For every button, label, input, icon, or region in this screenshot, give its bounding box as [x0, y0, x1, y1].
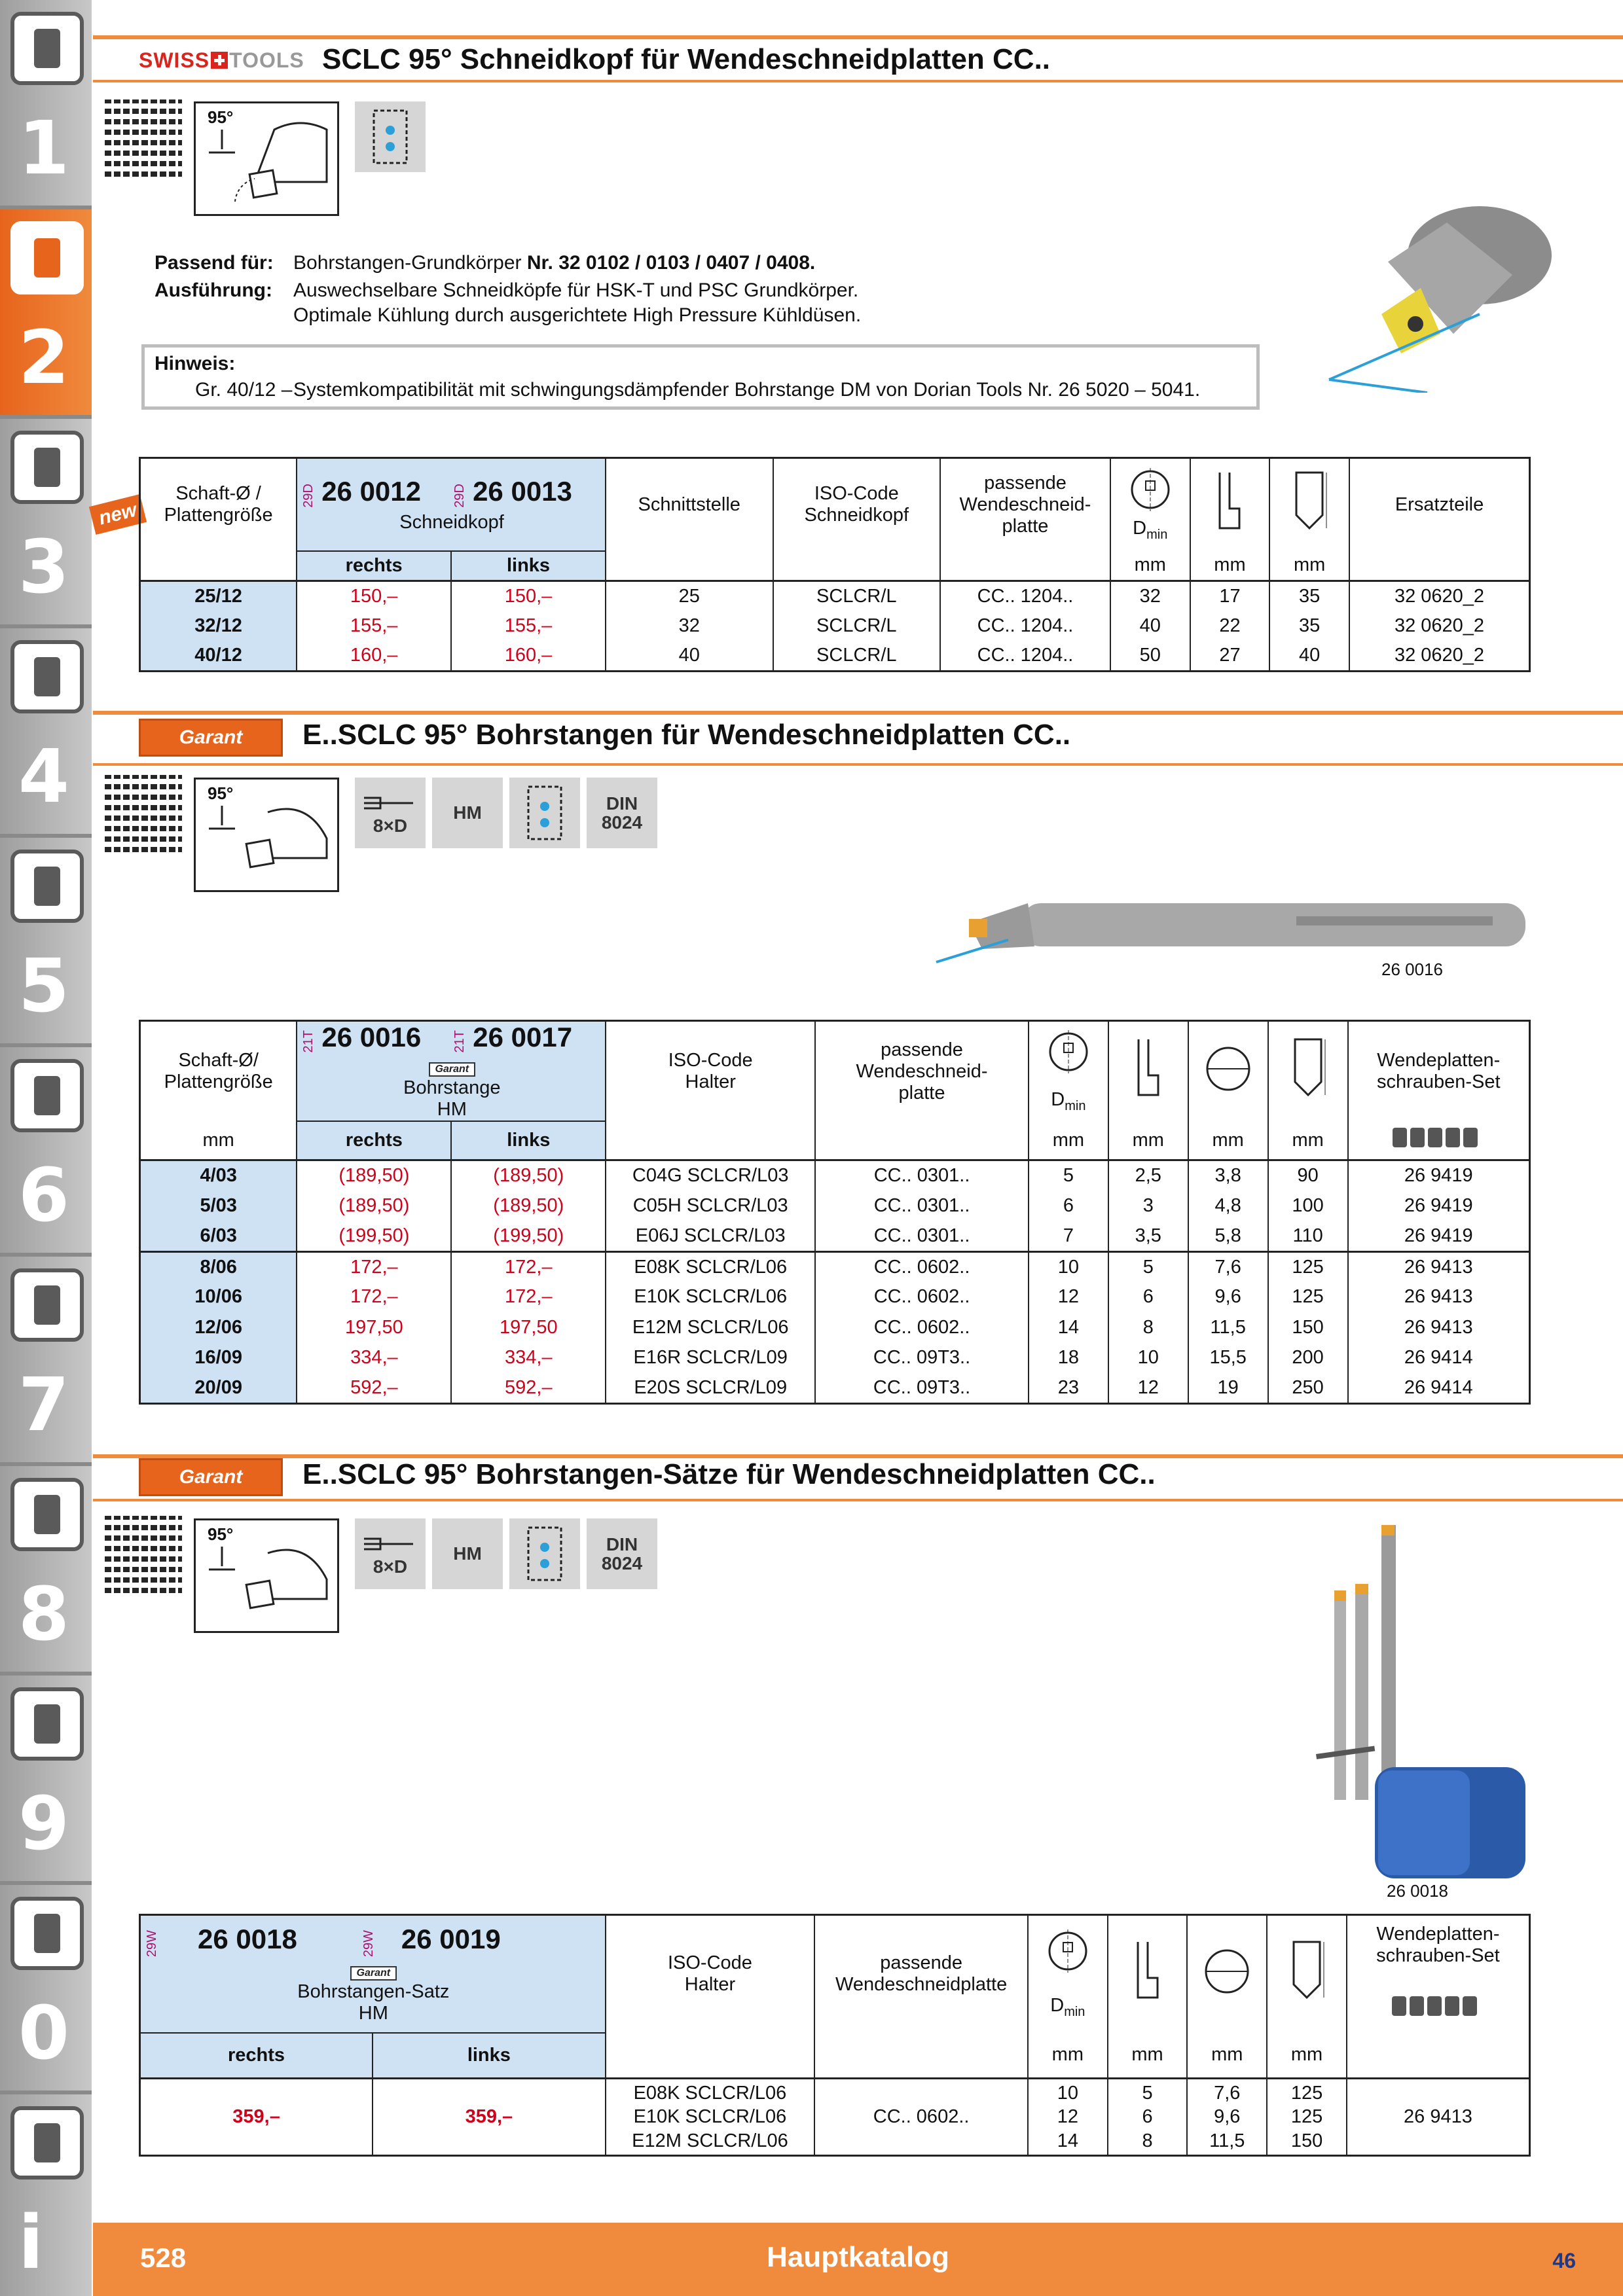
- cell-set: 26 9419: [1348, 1191, 1530, 1221]
- offset-symbol-icon: [1108, 1021, 1188, 1122]
- cell-a: 2,5: [1108, 1160, 1188, 1191]
- cell-set: 26 9419: [1348, 1160, 1530, 1191]
- section-divider: [93, 711, 1623, 715]
- cell-iso: C05H SCLCR/L03: [606, 1191, 815, 1221]
- boring-bar-set-photo: [1316, 1518, 1539, 1885]
- cell-b: 125: [1268, 1251, 1348, 1282]
- hint-text: Systemkompatibilität mit schwingungsdämpfender Bohrstange DM von Dorian Tools Nr. 26 5020 – 5041.: [293, 379, 1201, 401]
- chapter-tab-0[interactable]: [0, 1885, 92, 2094]
- cell-a: 22: [1190, 611, 1270, 641]
- chapter-number: 1: [18, 106, 69, 191]
- angle-diagram: [194, 1518, 339, 1633]
- cell-iso: E06J SCLCR/L03: [606, 1221, 815, 1252]
- cell-iso: E08K SCLCR/L06: [606, 1251, 815, 1282]
- cell-b: 125: [1268, 1282, 1348, 1313]
- cell-size: 32/12: [140, 611, 297, 641]
- diameter-symbol-icon: [1187, 1915, 1267, 2033]
- cell-c: 9,6: [1188, 1282, 1268, 1313]
- cell-b: 250: [1268, 1373, 1348, 1404]
- chapter-number: i: [18, 2200, 44, 2286]
- cell-iso: SCLCR/L: [773, 581, 941, 611]
- hm-carbide-icon: HM: [432, 778, 503, 848]
- length-symbol-icon: [1267, 1915, 1347, 2033]
- section-title: E..SCLC 95° Bohrstangen-Sätze für Wendeschneidplatten CC..: [302, 1458, 1156, 1490]
- table-row: [140, 1160, 1530, 1191]
- cell-size: 8/06: [140, 1251, 297, 1282]
- chapter-tab-5[interactable]: [0, 838, 92, 1047]
- drill-icon: [10, 12, 84, 85]
- cell-ersatz: 32 0620_2: [1349, 641, 1529, 672]
- chapter-number: 0: [18, 1991, 69, 2076]
- cell-c: 11,5: [1188, 1312, 1268, 1343]
- cell-iso: SCLCR/L: [773, 641, 941, 672]
- garant-mini-logo: Garant: [429, 1062, 476, 1077]
- cell-r: 334,–: [297, 1343, 451, 1374]
- cell-a: 12: [1108, 1373, 1188, 1404]
- cell-platte: CC.. 1204..: [940, 581, 1110, 611]
- din-8024-icon: DIN 8024: [587, 778, 657, 848]
- cell-schnitt: 25: [606, 581, 773, 611]
- din-8024-icon: DIN 8024: [587, 1518, 657, 1589]
- chapter-tab-3[interactable]: [0, 419, 92, 628]
- cell-platte: CC.. 09T3..: [815, 1373, 1029, 1404]
- boring-bar-photo: [930, 897, 1532, 969]
- swisstools-logo: SWISS TOOLS: [139, 48, 304, 72]
- angle-label: 95°: [208, 107, 234, 127]
- chapter-tab-2[interactable]: [0, 209, 92, 419]
- cell-c: 15,5: [1188, 1343, 1268, 1374]
- cell-platte: CC.. 0602..: [815, 1282, 1029, 1313]
- cell-d: 7: [1029, 1221, 1108, 1252]
- cell-platte: CC.. 0301..: [815, 1160, 1029, 1191]
- cell-d: 12: [1029, 1282, 1108, 1313]
- cell-a: 5: [1108, 1251, 1188, 1282]
- cell-d: 50: [1110, 641, 1190, 672]
- cell-r: (189,50): [297, 1191, 451, 1221]
- cell-a: 6: [1108, 1282, 1188, 1313]
- cell-b: 35: [1269, 611, 1349, 641]
- cell-iso: C04G SCLCR/L03: [606, 1160, 815, 1191]
- cell-r: 197,50: [297, 1312, 451, 1343]
- cell-platte: CC.. 0602..: [815, 1251, 1029, 1282]
- cell-r: (189,50): [297, 1160, 451, 1191]
- cell-size: 12/06: [140, 1312, 297, 1343]
- cell-size: 40/12: [140, 641, 297, 672]
- info-icon: [10, 2106, 84, 2179]
- garant-mini-logo: Garant: [350, 1966, 397, 1981]
- catalog-title: Hauptkatalog: [767, 2241, 949, 2273]
- chapter-number: 9: [18, 1782, 69, 1867]
- chapter-number: 8: [18, 1572, 69, 1657]
- qr-code-icon[interactable]: [105, 99, 182, 177]
- cell-d: 18: [1029, 1343, 1108, 1374]
- section-divider: [93, 80, 1623, 82]
- garant-logo: Garant: [139, 1458, 283, 1496]
- pliers-icon: [10, 1268, 84, 1342]
- cell-set: 26 9413: [1348, 1251, 1530, 1282]
- cell-c: 5,8: [1188, 1221, 1268, 1252]
- diameter-symbol-icon: [1188, 1021, 1268, 1122]
- cell-b: 100: [1268, 1191, 1348, 1221]
- chapter-number: 4: [18, 734, 69, 819]
- chapter-number: 5: [18, 944, 69, 1029]
- cell-d: 10: [1029, 1251, 1108, 1282]
- length-8xd-icon: 8×D: [355, 1518, 426, 1589]
- swiss-cross-icon: [211, 52, 228, 69]
- hm-carbide-icon: HM: [432, 1518, 503, 1589]
- screws-icon: [1350, 1993, 1526, 2024]
- toolbox-icon: [10, 1478, 84, 1551]
- cutting-head-table: Schaft-Ø / Plattengröße 29D 26 0012 29D 26 0013 Schneidkopf Schnittstelle ISO-Code Schneidkopf passende Wendeschneid- platte $D_{min}$ Ersatzteile rechts links mm mm mm 25/12 150,– 150,– 25 SCLCR/L CC.. 1204.. 32 17 35 32 0620_2 32/12 155,– 155,– 32 SCLCR/L CC.. 1204.. 40 22 35 32 0620_2 40/12 160,– 160,– 40 SCLCR/L CC.. 1204.. 50 27 40 32 0620_2: [139, 457, 1531, 672]
- cell-c: 19: [1188, 1373, 1268, 1404]
- cell-size: 4/03: [140, 1160, 297, 1191]
- cell-l: 155,–: [451, 611, 606, 641]
- screws-icon: [1348, 1121, 1530, 1160]
- cell-b: 150: [1268, 1312, 1348, 1343]
- cell-b: 110: [1268, 1221, 1348, 1252]
- qr-code-icon[interactable]: [105, 1516, 182, 1593]
- cell-d: 6: [1029, 1191, 1108, 1221]
- cell-a: 27: [1190, 641, 1270, 672]
- ausfuehrung-line2: Optimale Kühlung durch ausgerichtete High Pressure Kühldüsen.: [293, 304, 862, 326]
- cell-platte: CC.. 0301..: [815, 1191, 1029, 1221]
- cutting-head-photo: [1316, 183, 1552, 393]
- cell-ersatz: 32 0620_2: [1349, 581, 1529, 611]
- angle-diagram: [194, 101, 339, 216]
- cell-iso: E10K SCLCR/L06: [606, 1282, 815, 1313]
- cell-c: 3,8: [1188, 1160, 1268, 1191]
- section-title: E..SCLC 95° Bohrstangen für Wendeschneidplatten CC..: [302, 719, 1071, 751]
- chapter-tab-i[interactable]: [0, 2094, 92, 2296]
- cell-r: 172,–: [297, 1282, 451, 1313]
- cell-set: 26 9419: [1348, 1221, 1530, 1252]
- chapter-tab-6[interactable]: [0, 1047, 92, 1257]
- photo-caption: 26 0018: [1387, 1881, 1448, 1901]
- cell-r: 172,–: [297, 1251, 451, 1282]
- wrench-icon: [10, 1059, 84, 1132]
- table-row: [140, 1343, 1530, 1374]
- hint-label: Hinweis:: [155, 353, 236, 374]
- cell-size: 25/12: [140, 581, 297, 611]
- cell-iso: E12M SCLCR/L06: [606, 1312, 815, 1343]
- cell-b: 40: [1269, 641, 1349, 672]
- cell-size: 5/03: [140, 1191, 297, 1221]
- cell-ersatz: 32 0620_2: [1349, 611, 1529, 641]
- section-title: SCLC 95° Schneidkopf für Wendeschneidplatten CC..: [322, 43, 1051, 75]
- cell-d: 40: [1110, 611, 1190, 641]
- table-row: [140, 1373, 1530, 1404]
- cell-r: (199,50): [297, 1221, 451, 1252]
- cell-set: 26 9414: [1348, 1343, 1530, 1374]
- chapter-number: 7: [18, 1363, 69, 1448]
- cell-iso: E16R SCLCR/L09: [606, 1343, 815, 1374]
- cell-set: 26 9414: [1348, 1373, 1530, 1404]
- table-row: [140, 581, 1530, 611]
- page-number: 528: [140, 2242, 187, 2273]
- coolant-icon: [509, 778, 580, 848]
- section-divider: [93, 1499, 1623, 1501]
- table-row: [140, 1251, 1530, 1282]
- cell-d: 14: [1029, 1312, 1108, 1343]
- dmin-symbol-icon: $D_{min}$: [1110, 458, 1190, 551]
- chapter-tab-7[interactable]: [0, 1257, 92, 1466]
- chapter-number: 3: [18, 525, 69, 610]
- cell-a: 17: [1190, 581, 1270, 611]
- cell-platte: CC.. 0602..: [815, 1312, 1029, 1343]
- cell-l: 334,–: [451, 1343, 606, 1374]
- cell-r: 150,–: [297, 581, 451, 611]
- ausfuehrung-label: Ausführung:: [155, 279, 272, 301]
- grinding-disc-icon: [10, 850, 84, 923]
- cabinet-icon: [10, 1687, 84, 1761]
- cell-set: 26 9413: [1348, 1282, 1530, 1313]
- cell-b: 200: [1268, 1343, 1348, 1374]
- cell-l: (199,50): [451, 1221, 606, 1252]
- coolant-icon: [509, 1518, 580, 1589]
- dmin-symbol-icon: $D_{min}$: [1028, 1915, 1108, 2033]
- cell-a: 10: [1108, 1343, 1188, 1374]
- insert-icon: [10, 221, 84, 295]
- sheet-number: 46: [1552, 2249, 1576, 2272]
- passend-label: Passend für:: [155, 252, 274, 274]
- qr-code-icon[interactable]: [105, 775, 182, 852]
- cell-c: 4,8: [1188, 1191, 1268, 1221]
- chuck-icon: [10, 431, 84, 504]
- cell-iso: E20S SCLCR/L09: [606, 1373, 815, 1404]
- table-row: [140, 1282, 1530, 1313]
- offset-symbol-icon: [1108, 1915, 1188, 2033]
- chapter-tab-1[interactable]: [0, 0, 92, 209]
- cell-schnitt: 40: [606, 641, 773, 672]
- cell-l: (189,50): [451, 1191, 606, 1221]
- ausfuehrung-line1: Auswechselbare Schneidköpfe für HSK-T und PSC Grundkörper.: [293, 279, 859, 301]
- cell-l: 197,50: [451, 1312, 606, 1343]
- table-row: [140, 1191, 1530, 1221]
- cell-a: 8: [1108, 1312, 1188, 1343]
- chapter-tab-9[interactable]: [0, 1676, 92, 1885]
- section-divider: [93, 763, 1623, 766]
- coolant-icon: [355, 101, 426, 172]
- cell-a: 3,5: [1108, 1221, 1188, 1252]
- cell-iso: SCLCR/L: [773, 611, 941, 641]
- cell-set: 26 9413: [1348, 1312, 1530, 1343]
- cell-a: 3: [1108, 1191, 1188, 1221]
- hint-prefix: Gr. 40/12 –: [195, 379, 293, 401]
- chapter-number: 2: [18, 315, 69, 401]
- garant-logo: Garant: [139, 719, 283, 757]
- caliper-icon: [10, 640, 84, 713]
- boring-bar-table: Schaft-Ø/ Plattengröße 21T 26 0016 21T 26 0017 Garant Bohrstange HM ISO-Code Halter passende Wendeschneid- platte $D_{min}$ Wendeplatten- schrauben-Set mm rechts links mm mm mm mm 4/03 (189,50) (189,50) C04G SCLCR/L03 CC.. 0301.. 5 2,5 3,8 90 26 9419 5/03 (189,50) (189,50) C05H SCLCR/L03 CC.. 0301.. 6 3 4,8 100 26 9419 6/03 (199,50) (199,50) E06J SCLCR/L03 CC.. 0301.. 7 3,5 5,8 110 26 9419 8/06 172,– 172,– E08K SCLCR/L06 CC.. 0602.. 10 5 7,6 125 26 9413 10/06 172,– 172,– E10K SCLCR/L06 CC.. 0602.. 12 6 9,6 125 26 9413 12/06 197,50 197,50 E12M SCLCR/L06 CC.. 0602.. 14 8 11,5 150 26 9413 16/09 334,– 334,– E16R SCLCR/L09 CC.. 09T3.. 18 10 15,5 200 26 9414 20/09 592,– 592,– E20S SCLCR/L09 CC.. 09T3.. 23 12 19 250 26 9414: [139, 1020, 1531, 1405]
- chapter-tab-8[interactable]: [0, 1466, 92, 1676]
- page-footer: [93, 2223, 1623, 2296]
- cell-size: 20/09: [140, 1373, 297, 1404]
- chapter-number: 6: [18, 1153, 69, 1238]
- cell-size: 10/06: [140, 1282, 297, 1313]
- section-divider: [93, 35, 1623, 39]
- cell-size: 16/09: [140, 1343, 297, 1374]
- cell-r: 592,–: [297, 1373, 451, 1404]
- angle-diagram: [194, 778, 339, 892]
- chapter-tab-4[interactable]: [0, 628, 92, 838]
- cell-b: 90: [1268, 1160, 1348, 1191]
- offset-symbol-icon: [1190, 458, 1270, 551]
- cell-c: 7,6: [1188, 1251, 1268, 1282]
- table-row: [140, 641, 1530, 672]
- angle-label: 95°: [208, 1524, 234, 1544]
- cell-d: 23: [1029, 1373, 1108, 1404]
- safety-goggles-icon: [10, 1897, 84, 1970]
- table-row: [140, 1221, 1530, 1252]
- cell-size: 6/03: [140, 1221, 297, 1252]
- table-row: 359,– 359,– E08K SCLCR/L06 E10K SCLCR/L06 E12M SCLCR/L06 CC.. 0602.. 10 12 14 5 6 8 7,6 9,6 11,5 125 125 150 26 9413: [140, 2079, 1530, 2156]
- chapter-sidebar: [0, 0, 92, 2296]
- boring-bar-set-table: 29W 26 0018 29W 26 0019 Garant Bohrstangen-Satz HM ISO-Code Halter passende Wendeschneidplatte $D_{min}$ Wendeplatten- schrauben-Set rechts links mm mm mm mm 359,– 359,– E08K SCLCR/L06 E10K SCLCR/L06 E12M SCLCR/L06 CC.. 0602.. 10 12 14 5 6 8 7,6 9,6 11,5 125 125 150 26 9413: [139, 1914, 1531, 2157]
- length-symbol-icon: [1268, 1021, 1348, 1122]
- cell-d: 5: [1029, 1160, 1108, 1191]
- length-symbol-icon: [1269, 458, 1349, 551]
- cell-l: (189,50): [451, 1160, 606, 1191]
- cell-d: 32: [1110, 581, 1190, 611]
- cell-platte: CC.. 0301..: [815, 1221, 1029, 1252]
- cell-platte: CC.. 1204..: [940, 641, 1110, 672]
- cell-l: 150,–: [451, 581, 606, 611]
- cell-l: 592,–: [451, 1373, 606, 1404]
- cell-r: 155,–: [297, 611, 451, 641]
- angle-label: 95°: [208, 783, 234, 803]
- cell-platte: CC.. 09T3..: [815, 1343, 1029, 1374]
- passend-text: Bohrstangen-Grundkörper Nr. 32 0102 / 0103 / 0407 / 0408.: [293, 252, 816, 274]
- length-8xd-icon: 8×D: [355, 778, 426, 848]
- cell-platte: CC.. 1204..: [940, 611, 1110, 641]
- dmin-symbol-icon: $D_{min}$: [1029, 1021, 1108, 1122]
- cell-r: 160,–: [297, 641, 451, 672]
- table-row: [140, 1312, 1530, 1343]
- cell-b: 35: [1269, 581, 1349, 611]
- photo-caption: 26 0016: [1381, 960, 1443, 979]
- cell-l: 172,–: [451, 1282, 606, 1313]
- new-badge: new: [89, 494, 147, 535]
- cell-l: 160,–: [451, 641, 606, 672]
- cell-l: 172,–: [451, 1251, 606, 1282]
- table-row: [140, 611, 1530, 641]
- cell-schnitt: 32: [606, 611, 773, 641]
